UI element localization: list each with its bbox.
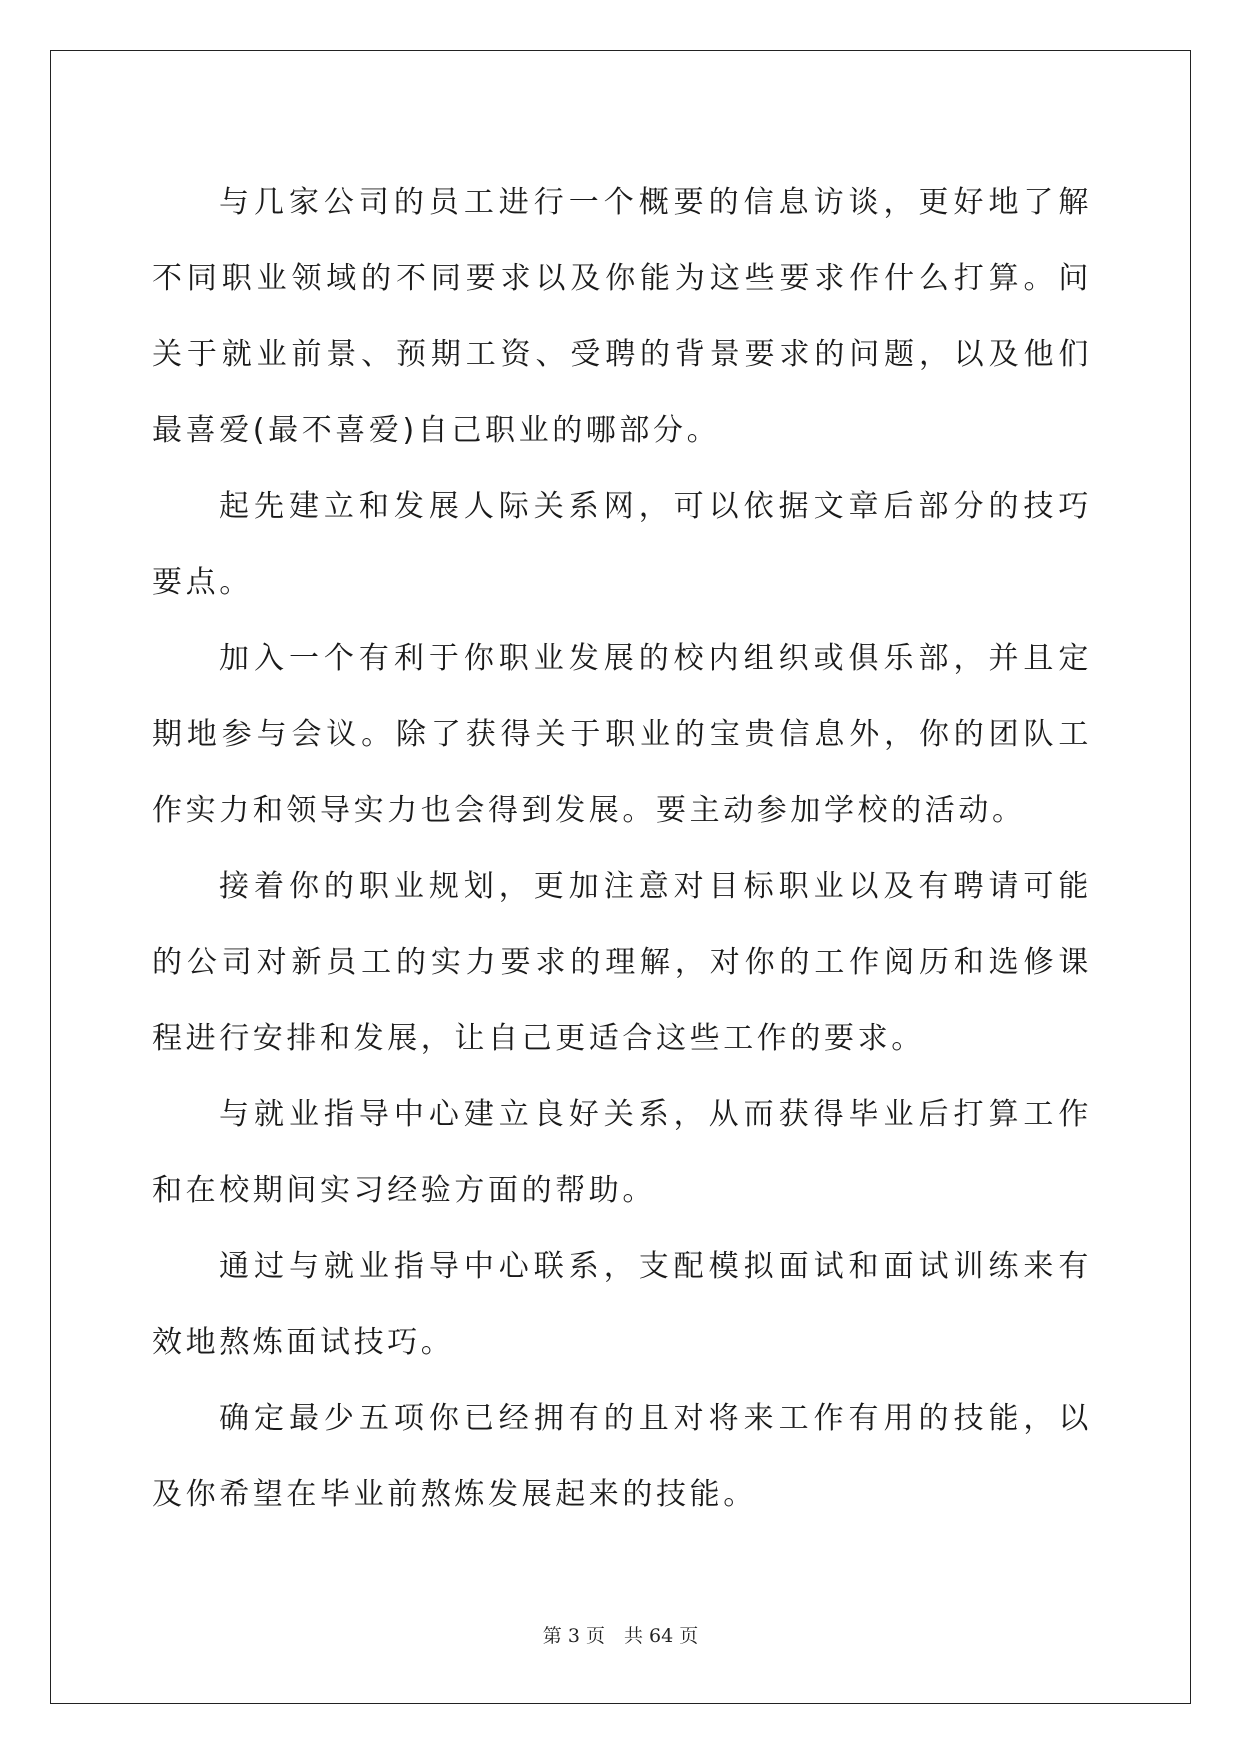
paragraph: 通过与就业指导中心联系，支配模拟面试和面试训练来有效地熬炼面试技巧。 [152,1249,1092,1360]
page-number-footer: 第 3 页 共 64 页 [542,1625,699,1647]
paragraph: 与几家公司的员工进行一个概要的信息访谈，更好地了解不同职业领域的不同要求以及你能为这些要求作什么打算。问关于就业前景、预期工资、受聘的背景要求的问题，以及他们最喜爱(最不喜爱)自己职业的哪部分。 [152,185,1092,448]
paragraph: 确定最少五项你已经拥有的且对将来工作有用的技能，以及你希望在毕业前熬炼发展起来的技能。 [152,1401,1092,1512]
paragraph: 加入一个有利于你职业发展的校内组织或俱乐部，并且定期地参与会议。除了获得关于职业的宝贵信息外，你的团队工作实力和领导实力也会得到发展。要主动参加学校的活动。 [152,641,1092,828]
document-body [152,165,1092,1533]
paragraph: 接着你的职业规划，更加注意对目标职业以及有聘请可能的公司对新员工的实力要求的理解，对你的工作阅历和选修课程进行安排和发展，让自己更适合这些工作的要求。 [152,869,1092,1056]
paragraph: 与就业指导中心建立良好关系，从而获得毕业后打算工作和在校期间实习经验方面的帮助。 [152,1097,1092,1208]
paragraph: 起先建立和发展人际关系网，可以依据文章后部分的技巧要点。 [152,489,1092,600]
